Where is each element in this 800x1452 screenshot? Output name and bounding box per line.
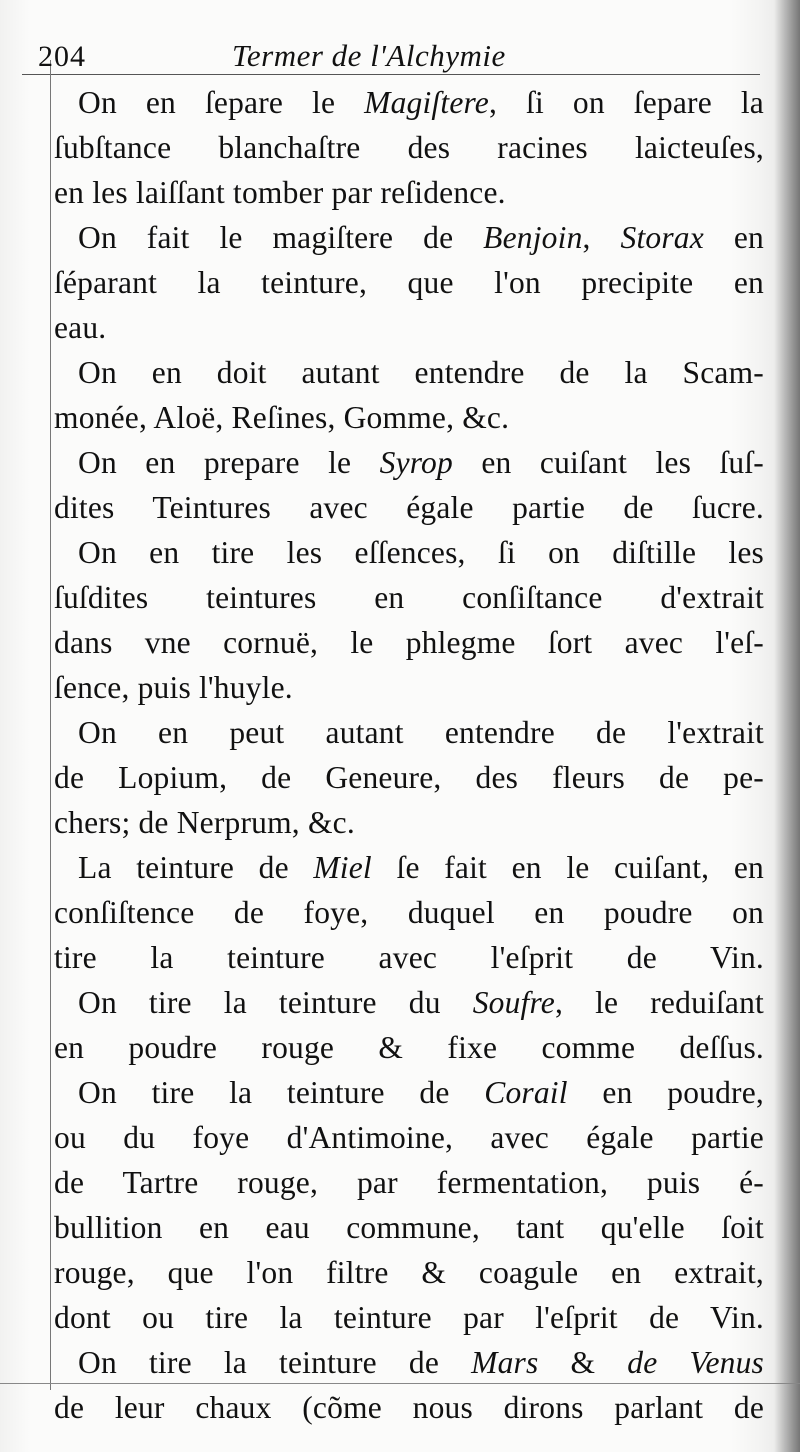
text-line	[54, 1385, 764, 1430]
text-run: bullition en eau commune, tant qu'elle ſoit	[54, 1210, 764, 1245]
page-edge-shadow	[774, 0, 800, 1452]
text-line	[54, 395, 764, 440]
running-head: Termer de l'Alchymie	[232, 38, 506, 73]
text-line	[54, 350, 764, 395]
italic-term: Soufre	[472, 985, 555, 1020]
text-line	[54, 440, 764, 485]
text-line	[54, 530, 764, 575]
text-run: conſiſtence de foye, duquel en poudre on	[54, 895, 764, 930]
text-run: ſence, puis l'huyle.	[54, 670, 293, 705]
text-line	[54, 485, 764, 530]
text-line	[54, 1025, 764, 1070]
text-run: ou du foye d'Antimoine, avec égale partie	[54, 1120, 764, 1155]
body-text	[54, 80, 764, 1430]
text-line	[54, 215, 764, 260]
italic-term: Corail	[484, 1075, 568, 1110]
text-run: &	[538, 1345, 628, 1380]
text-run: en les laiſſant tomber par reſidence.	[54, 175, 506, 210]
text-line	[54, 575, 764, 620]
text-run: On en ſepare le	[78, 85, 365, 120]
text-run: de Tartre rouge, par fermentation, puis é-	[54, 1165, 764, 1200]
text-run: ſuſdites teintures en conſiſtance d'extrait	[54, 580, 764, 615]
text-run: en cuiſant les ſuſ-	[452, 445, 764, 480]
italic-term: Mars	[471, 1345, 539, 1380]
text-run: en	[703, 220, 764, 255]
italic-term: Miel	[313, 850, 372, 885]
text-run: ,	[582, 220, 621, 255]
text-line	[54, 170, 764, 215]
text-line	[54, 305, 764, 350]
text-run: ſe fait en le cuiſant, en	[371, 850, 764, 885]
italic-term: de Venus	[627, 1345, 764, 1380]
italic-term: Storax	[620, 220, 704, 255]
text-line	[54, 1160, 764, 1205]
text-line	[54, 1205, 764, 1250]
text-line	[54, 800, 764, 845]
text-run: On tire la teinture de	[78, 1345, 472, 1380]
text-line	[54, 755, 764, 800]
text-line	[54, 260, 764, 305]
text-run: , le reduiſant	[554, 985, 764, 1020]
italic-term: Magiſtere	[364, 85, 489, 120]
text-run: On en doit autant entendre de la Scam-	[78, 355, 764, 390]
text-run: ſubſtance blanchaſtre des racines laicteuſes,	[54, 130, 764, 165]
text-run: monée, Aloë, Reſines, Gomme, &c.	[54, 400, 510, 435]
text-line	[54, 1295, 764, 1340]
text-run: de leur chaux (cõme nous dirons parlant de	[54, 1390, 764, 1425]
text-run: , ſi on ſepare la	[489, 85, 764, 120]
text-run: rouge, que l'on filtre & coagule en extrait,	[54, 1255, 764, 1290]
text-line	[54, 890, 764, 935]
text-line	[54, 125, 764, 170]
text-run: On fait le magiſtere de	[78, 220, 484, 255]
text-line	[54, 1250, 764, 1295]
text-line	[54, 1070, 764, 1115]
italic-term: Benjoin	[483, 220, 583, 255]
margin-rule	[50, 60, 51, 1390]
text-run: dont ou tire la teinture par l'eſprit de Vin.	[54, 1300, 764, 1335]
text-line	[54, 1340, 764, 1385]
text-run: en poudre rouge & fixe comme deſſus.	[54, 1030, 764, 1065]
text-run: ſéparant la teinture, que l'on precipite en	[54, 265, 764, 300]
text-line	[54, 935, 764, 980]
text-run: On en prepare le	[78, 445, 380, 480]
text-line	[54, 710, 764, 755]
text-run: dans vne cornuë, le phlegme ſort avec l'eſ-	[54, 625, 764, 660]
page-number: 204	[38, 40, 86, 73]
text-line	[54, 845, 764, 890]
text-run: eau.	[54, 310, 107, 345]
text-line	[54, 665, 764, 710]
text-run: On tire la teinture du	[78, 985, 473, 1020]
text-run: chers; de Nerprum, &c.	[54, 805, 355, 840]
text-run: On tire la teinture de	[78, 1075, 485, 1110]
text-run: tire la teinture avec l'eſprit de Vin.	[54, 940, 764, 975]
text-run: On en tire les eſſences, ſi on diſtille les	[78, 535, 764, 570]
text-run: On en peut autant entendre de l'extrait	[78, 715, 764, 750]
text-line	[54, 80, 764, 125]
italic-term: Syrop	[379, 445, 453, 480]
page-header	[22, 38, 742, 78]
text-run: La teinture de	[78, 850, 314, 885]
text-line	[54, 620, 764, 665]
text-line	[54, 980, 764, 1025]
text-line	[54, 1115, 764, 1160]
text-run: dites Teintures avec égale partie de ſucre.	[54, 490, 764, 525]
text-run: de Lopium, de Geneure, des fleurs de pe-	[54, 760, 764, 795]
text-run: en poudre,	[567, 1075, 764, 1110]
